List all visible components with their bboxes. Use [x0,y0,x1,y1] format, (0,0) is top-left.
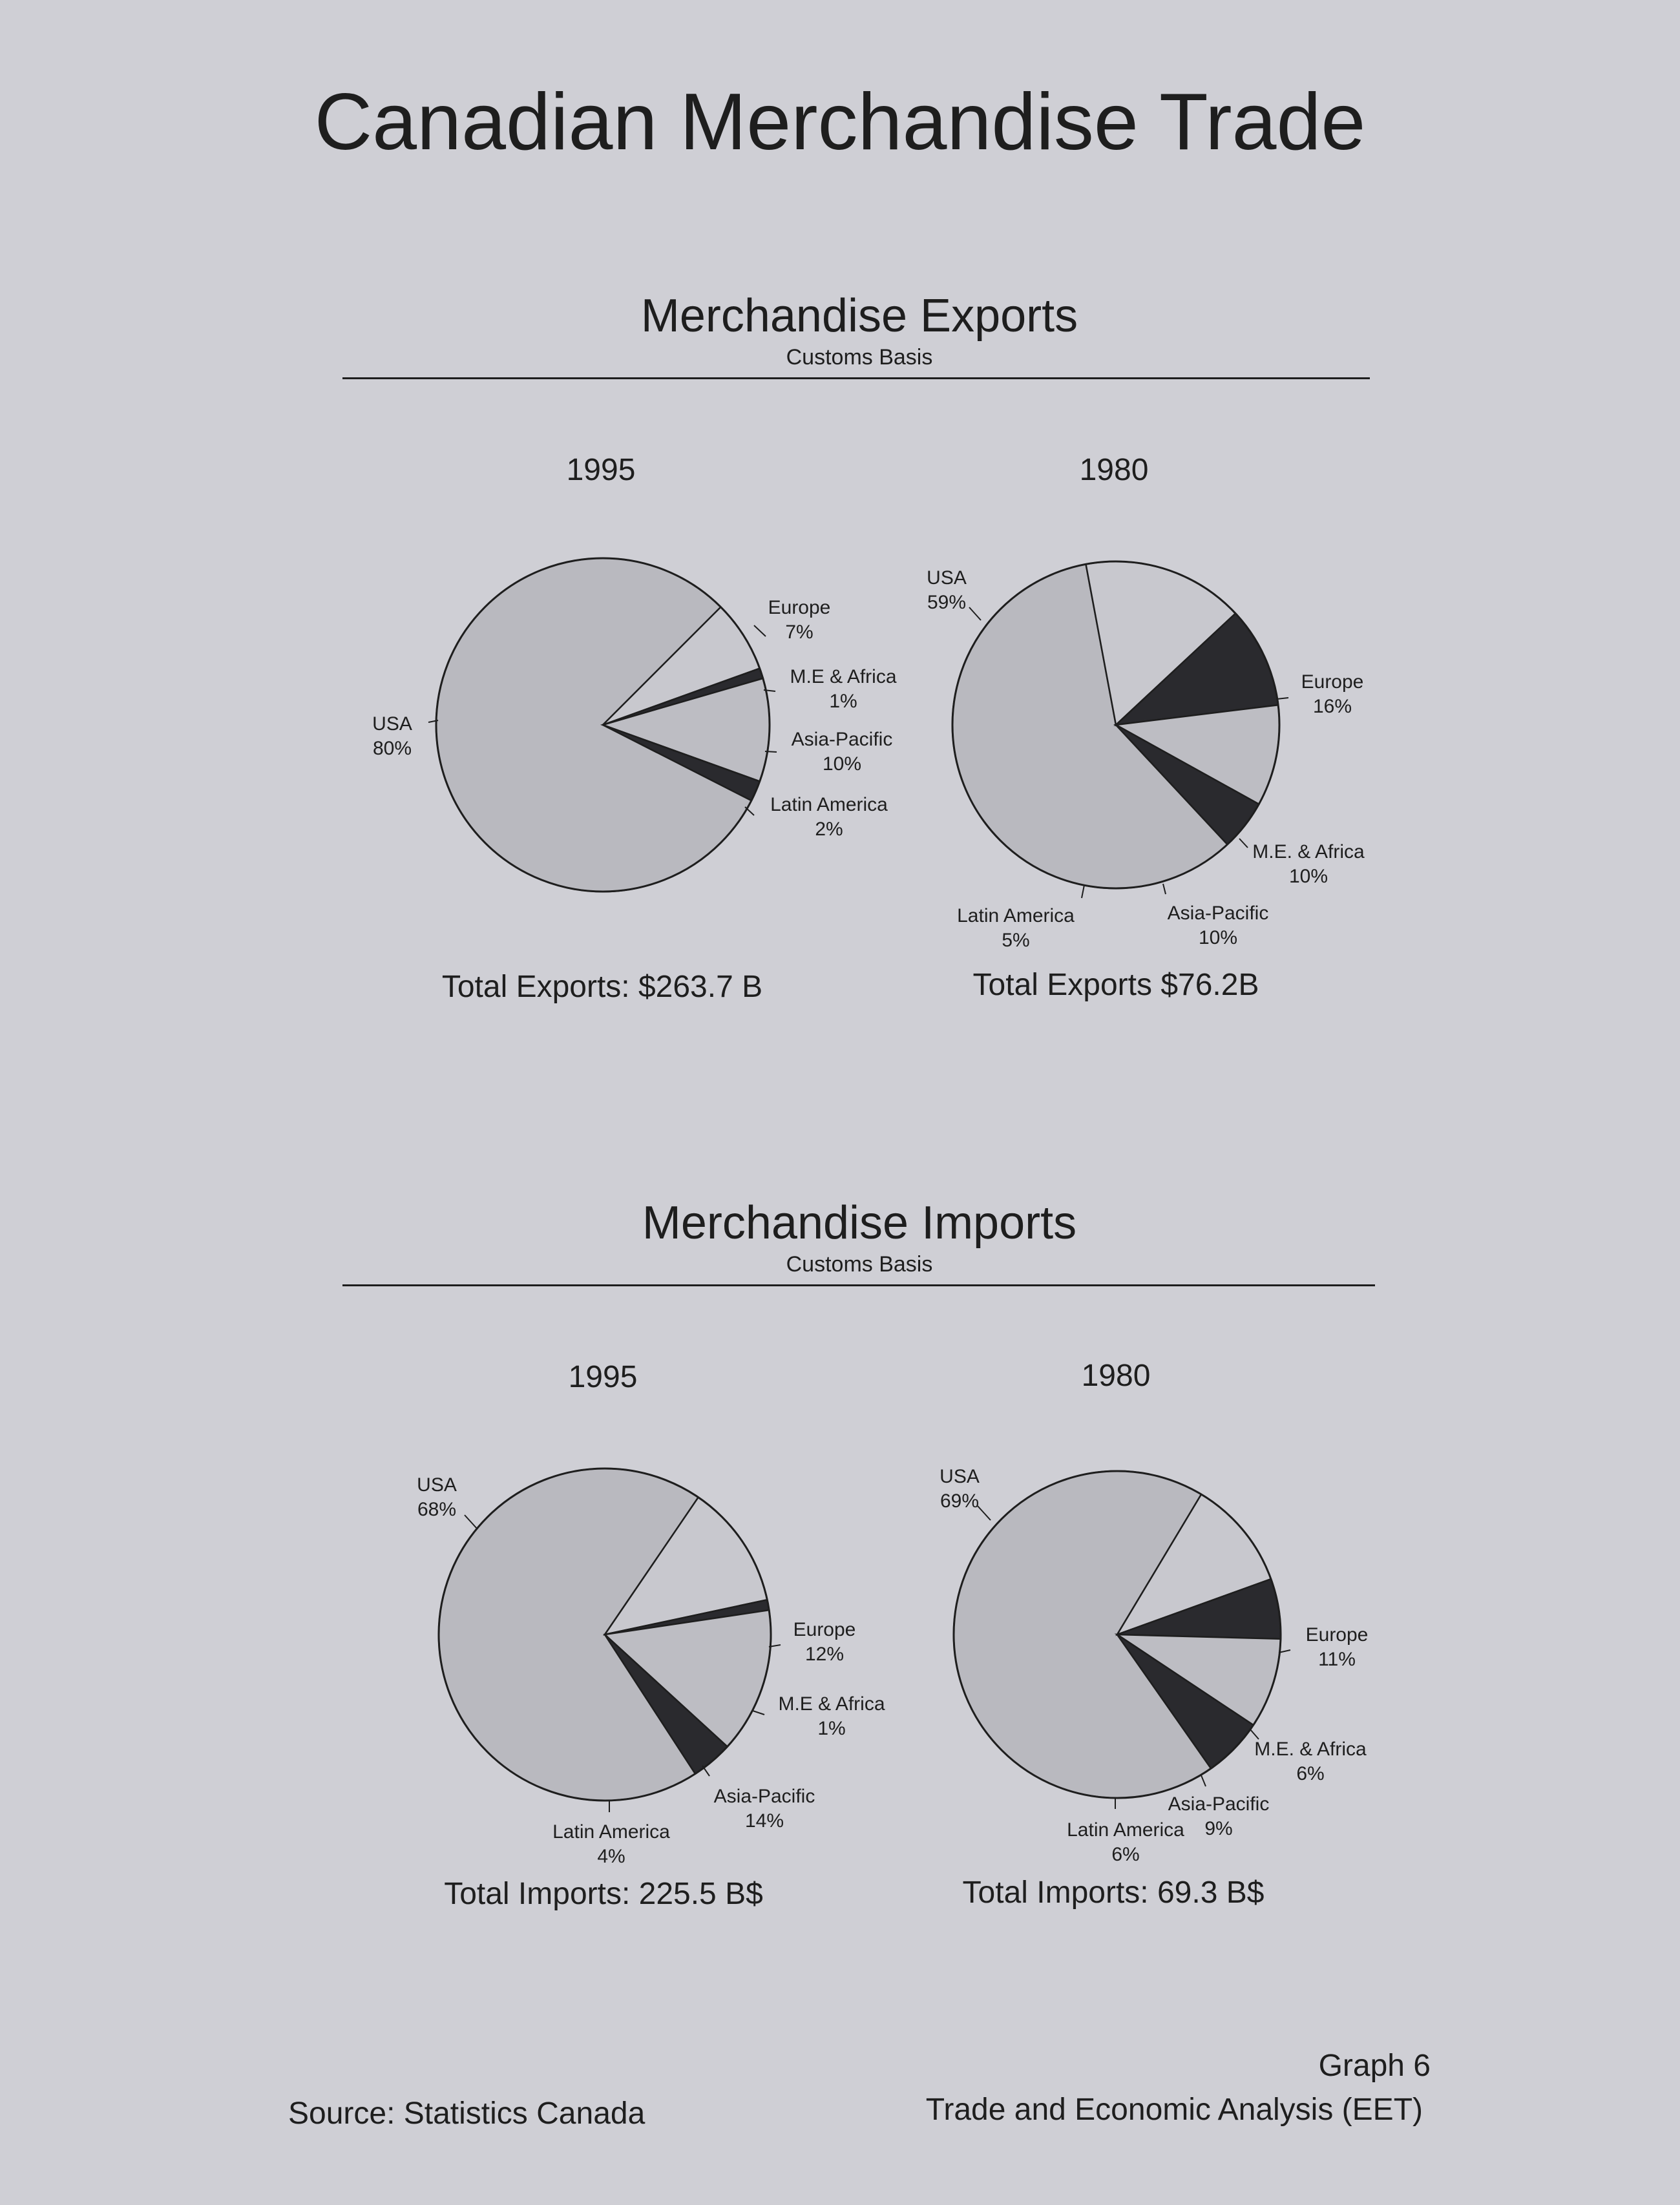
leader-line [1201,1775,1206,1786]
slice-label-latin-america: Latin America [957,905,1075,926]
slice-label-usa: USA [940,1466,980,1487]
exports-section-subtitle: Customs Basis [786,345,933,370]
imports-1980-total: Total Imports: 69.3 B$ [962,1876,1265,1910]
slice-percent-latin-america: 4% [597,1846,625,1867]
leader-line [978,1506,991,1520]
slice-percent-m-e-africa: 6% [1296,1763,1325,1784]
exports-1980-total: Total Exports $76.2B [972,968,1259,1002]
slice-label-m-e-africa: M.E. & Africa [1252,841,1365,862]
slice-label-europe: Europe [1305,1624,1369,1646]
slice-label-usa: USA [927,567,967,589]
slice-label-europe: Europe [768,597,831,618]
agency-credit: Trade and Economic Analysis (EET) [925,2093,1423,2127]
imports-section-subtitle: Customs Basis [786,1252,933,1277]
slice-label-m-e-africa: M.E & Africa [778,1693,885,1715]
slice-percent-europe: 7% [785,622,814,643]
leader-line [1250,1730,1259,1739]
imports-1995-year: 1995 [568,1360,638,1394]
graph-number: Graph 6 [1318,2049,1431,2083]
slice-label-usa: USA [372,713,412,735]
slice-percent-usa: 80% [372,738,412,759]
slice-label-latin-america: Latin America [552,1821,670,1843]
slice-label-latin-america: Latin America [770,794,888,815]
slice-label-usa: USA [417,1474,457,1496]
page-title: Canadian Merchandise Trade [314,78,1366,167]
imports-1995-total: Total Imports: 225.5 B$ [444,1877,763,1911]
slice-label-europe: Europe [793,1619,856,1640]
slice-percent-europe: 11% [1318,1649,1356,1670]
imports-1980-year: 1980 [1081,1359,1151,1393]
slice-percent-m-e-africa: 1% [829,691,857,712]
slice-percent-asia-pacific: 10% [1198,927,1238,948]
imports-section-title: Merchandise Imports [642,1197,1077,1249]
slice-percent-m-e-africa: 10% [1288,866,1328,887]
exports-1995-total: Total Exports: $263.7 B [441,970,763,1004]
exports-section-title: Merchandise Exports [640,290,1078,342]
exports-1995-year: 1995 [566,453,636,487]
slice-percent-usa: 59% [927,592,967,613]
slice-percent-latin-america: 2% [815,819,843,840]
slice-percent-asia-pacific: 9% [1204,1818,1233,1839]
slice-label-asia-pacific: Asia-Pacific [791,729,893,750]
exports-1980-year: 1980 [1079,453,1149,487]
source-note: Source: Statistics Canada [288,2096,646,2131]
slice-label-asia-pacific: Asia-Pacific [713,1786,815,1807]
slice-percent-usa: 69% [940,1490,980,1512]
slice-percent-usa: 68% [417,1499,457,1520]
slice-label-europe: Europe [1301,671,1364,693]
slice-label-asia-pacific: Asia-Pacific [1167,903,1269,924]
slice-percent-latin-america: 6% [1111,1844,1140,1865]
slice-percent-europe: 12% [804,1644,845,1665]
slice-percent-europe: 16% [1312,696,1352,717]
slice-label-m-e-africa: M.E. & Africa [1254,1739,1367,1760]
slice-label-asia-pacific: Asia-Pacific [1168,1793,1270,1815]
slice-percent-asia-pacific: 14% [744,1810,784,1832]
slice-label-m-e-africa: M.E & Africa [790,666,897,687]
slice-percent-asia-pacific: 10% [822,753,862,775]
slice-percent-latin-america: 5% [1002,930,1030,951]
slice-percent-m-e-africa: 1% [817,1718,846,1739]
slice-label-latin-america: Latin America [1067,1819,1184,1841]
